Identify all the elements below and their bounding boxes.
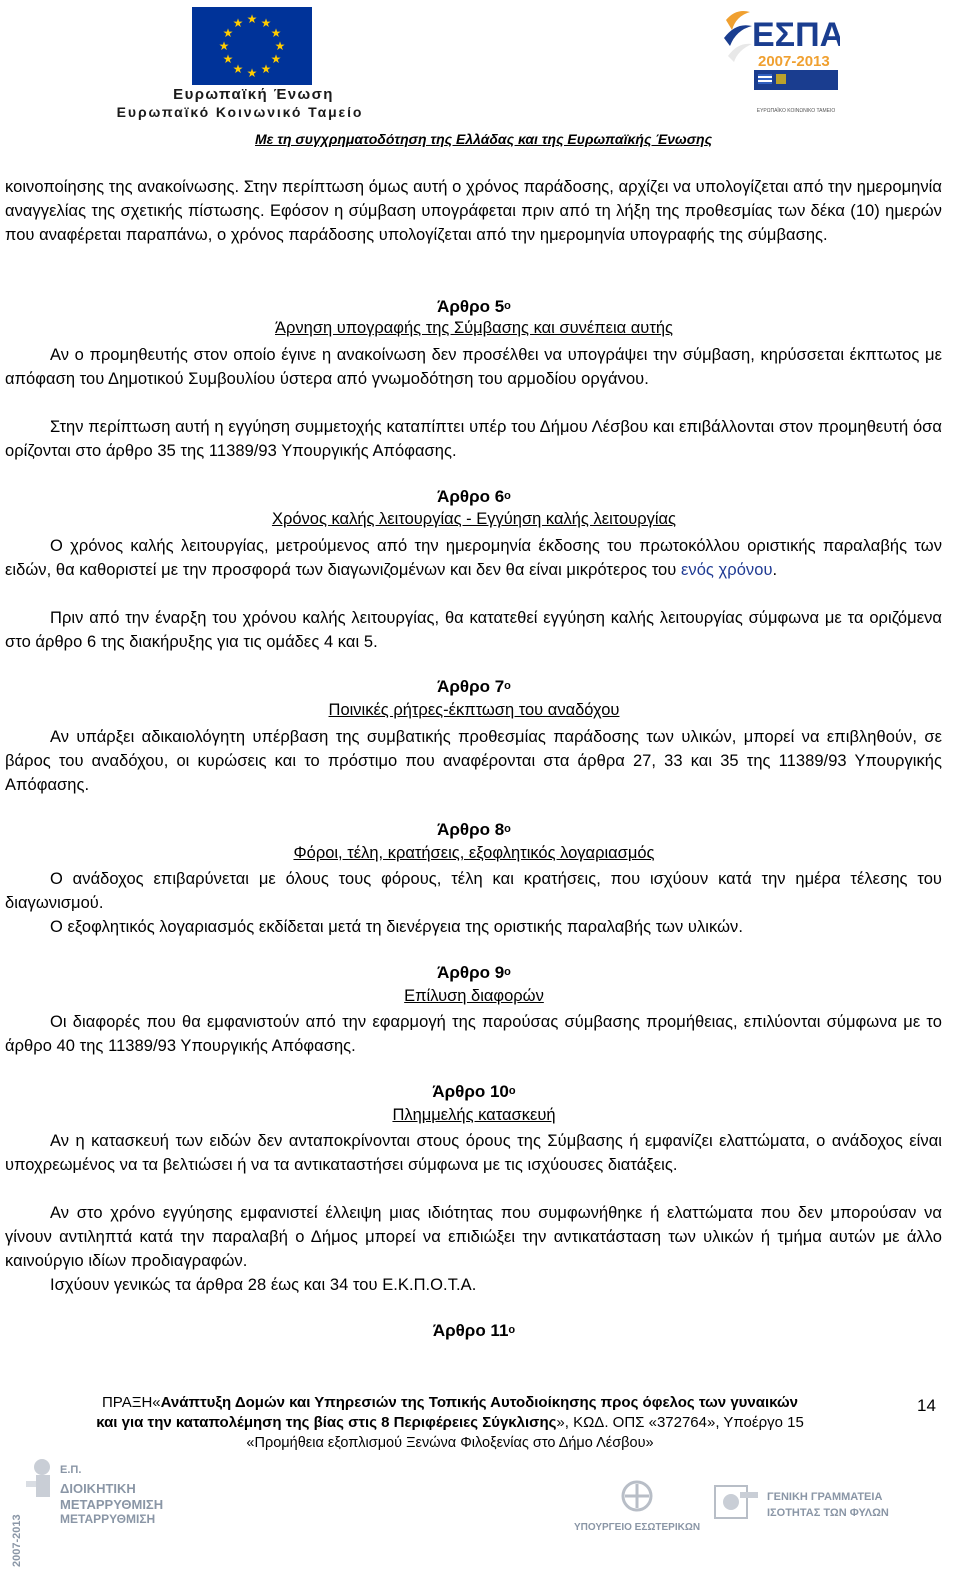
article-7-paragraph-1: Αν υπάρξει αδικαιολόγητη υπέρβαση της συμβατικής προθεσμίας παράδοσης των υλικών, μπορεί να επιβληθούν, σε βάρος του αναδόχου, οι κυρώσεις και το πρόστιμο που αναφέρονται στα άρθρα 27, 33 και 35 της 11389/93 Υπουργικής Απόφασης.: [5, 728, 942, 794]
svg-text:★: ★: [246, 66, 258, 80]
svg-text:★: ★: [232, 62, 244, 76]
page-number: 14: [917, 1396, 936, 1415]
svg-text:★: ★: [222, 26, 234, 40]
left-logo-line-2: ΜΕΤΑΡΡΥΘΜΙΣΗ: [60, 1497, 164, 1512]
intro-paragraph: κοινοποίησης της ανακοίνωσης. Στην περίπτωση όμως αυτή ο χρόνος παράδοσης, αρχίζει να υπολογίζεται από την ημερομηνία αναγγελίας της σχετικής πίστωσης. Εφόσον η σύμβαση υπογράφεται πριν από τη λήξη της προθεσμίας των δέκα (10) ημερών που αναφέρεται παραπάνω, ο χρόνος παράδοσης υπολογίζεται από την ημερομηνία υπογραφής της σύμβασης.: [5, 178, 942, 244]
article-7-subtitle: Ποινικές ρήτρες-έκπτωση του αναδόχου: [328, 701, 620, 719]
secretariat-line-1: ΓΕΝΙΚΗ ΓΡΑΜΜΑΤΕΙΑ: [767, 1491, 883, 1503]
article-11-heading: Άρθρο $11^o$: [432, 1321, 516, 1340]
svg-text:★: ★: [274, 39, 286, 53]
eu-union-label: Ευρωπαϊκή Ένωση: [173, 86, 334, 103]
admin-reform-emblem-icon: [26, 1459, 50, 1497]
article-5-heading: Άρθρο $5^o$: [437, 297, 511, 316]
greek-emblem-icon: [623, 1482, 651, 1510]
svg-text:★: ★: [270, 26, 282, 40]
ministry-label: ΥΠΟΥΡΓΕΙΟ ΕΣΩΤΕΡΙΚΩΝ: [573, 1522, 701, 1533]
article-5-paragraph-1: Αν ο προμηθευτής στον οποίο έγινε η ανακοίνωση δεν προσέλθει να υπογράψει την σύμβαση, κηρύσσεται έκπτωτος με απόφαση του Δημοτικού Συμβουλίου ύστερα από γνωμοδότηση του αρμοδίου οργάνου.: [5, 346, 942, 388]
article-10-heading: Άρθρο $10^o$: [432, 1082, 516, 1101]
article-5-subtitle: Άρνηση υπογραφής της Σύμβασης και συνέπεια αυτής: [275, 319, 673, 337]
article-6-paragraph-1: Ο χρόνος καλής λειτουργίας, μετρούμενος από την ημερομηνία έκδοσης του πρωτοκόλλου οριστικής παραλαβής των ειδών, θα καθοριστεί με την προσφορά των διαγωνιζομένων και δεν θα είναι μικρότερος του ενός χρόνου.: [5, 537, 942, 579]
espa-swoosh-icon: [724, 11, 752, 62]
espa-tagline: ΕΥΡΩΠΑΪΚΟ ΚΟΙΝΩΝΙΚΟ ΤΑΜΕΙΟ: [756, 108, 836, 114]
footer-project-line-2: και για την καταπολέμηση της βίας στις 8 Περιφέρειες Σύγκλισης», ΚΩΔ. ΟΠΣ «372764», Υποέργο 15: [96, 1414, 804, 1431]
svg-text:★: ★: [260, 62, 272, 76]
left-logo-years: 2007-2013: [11, 1514, 23, 1567]
eu-social-fund-label: Ευρωπαϊκό Κοινωνικό Ταμείο: [116, 104, 364, 120]
svg-text:★: ★: [218, 39, 230, 53]
article-9-paragraph-1: Οι διαφορές που θα εμφανιστούν από την εφαρμογή της παρούσας σύμβασης προμήθειας, επιλύονται σύμφωνα με το άρθρο 40 της 11389/93 Υπουργικής Απόφασης.: [5, 1013, 942, 1055]
article-5-paragraph-2: Στην περίπτωση αυτή η εγγύηση συμμετοχής καταπίπτει υπέρ του Δήμου Λέσβου και επιβάλλονται στον προμηθευτή όσα ορίζονται στο άρθρο 35 της 11389/93 Υπουργικής Απόφασης.: [5, 418, 942, 460]
cofinancing-note: Με τη συγχρηματοδότηση της Ελλάδας και της Ευρωπαϊκής Ένωσης: [255, 131, 713, 147]
warranty-period-highlight: ενός χρόνου: [680, 561, 773, 579]
left-logo-line-3: ΜΕΤΑΡΡΥΘΜΙΣΗ: [60, 1512, 156, 1526]
svg-text:★: ★: [260, 16, 272, 30]
article-8-paragraph-2: Ο εξοφλητικός λογαριασμός εκδίδεται μετά τη διενέργεια της οριστικής παραλαβής των υλικών.: [50, 918, 743, 936]
footer-project-line-3: «Προμήθεια εξοπλισμού Ξενώνα Φιλοξενίας στο Δήμο Λέσβου»: [246, 1435, 654, 1451]
svg-text:★: ★: [270, 52, 282, 66]
article-8-paragraph-1: Ο ανάδοχος επιβαρύνεται με όλους τους φόρους, τέλη και κρατήσεις, που ισχύουν κατά την ημέρα τέλεσης του διαγωνισμού.: [5, 870, 942, 912]
eu-stars-icon: [192, 7, 312, 85]
article-10-paragraph-1: Αν η κατασκευή των ειδών δεν ανταποκρίνονται στους όρους της Σύμβασης ή εμφανίζει ελαττώματα, ο ανάδοχος είναι υποχρεωμένος να τα βελτιώσει ή να τα αντικαταστήσει σύμφωνα με τις ισχύουσες διατάξεις.: [5, 1132, 942, 1174]
article-6-subtitle: Χρόνος καλής λειτουργίας - Εγγύηση καλής λειτουργίας: [271, 510, 677, 528]
article-6-heading: Άρθρο $6^o$: [437, 487, 511, 506]
gender-equality-icon: [715, 1486, 758, 1518]
svg-text:★: ★: [222, 52, 234, 66]
article-9-heading: Άρθρο $9^o$: [437, 963, 511, 982]
svg-text:★: ★: [232, 16, 244, 30]
article-8-heading: Άρθρο $8^o$: [437, 820, 511, 839]
espa-name: ΕΣΠΑ: [752, 16, 840, 54]
admin-reform-logo: [8, 1455, 188, 1575]
article-9-subtitle: Επίλυση διαφορών: [404, 987, 544, 1005]
article-7-heading: Άρθρο $7^o$: [437, 677, 511, 696]
footer-project-line-1: ΠΡΑΞΗ«Ανάπτυξη Δομών και Υπηρεσιών της Τοπικής Αυτοδιοίκησης προς όφελος των γυναικών: [101, 1394, 799, 1411]
left-logo-ep: Ε.Π.: [60, 1464, 82, 1476]
eu-flag-logo: [192, 7, 312, 85]
article-10-paragraph-3: Ισχύουν γενικώς τα άρθρα 28 έως και 34 του Ε.Κ.Π.Ο.Τ.Α.: [50, 1276, 477, 1294]
secretariat-line-2: ΙΣΟΤΗΤΑΣ ΤΩΝ ΦΥΛΩΝ: [767, 1507, 889, 1519]
espa-logo: [722, 8, 840, 123]
article-8-subtitle: Φόροι, τέλη, κρατήσεις, εξοφλητικός λογαριασμός: [293, 844, 655, 862]
article-10-paragraph-2: Αν στο χρόνο εγγύησης εμφανιστεί έλλειψη μιας ιδιότητας που συμφωνήθηκε ή ελαττώματα που δεν μπορούσαν να γίνουν αντιληπτά κατά την παραλαβή ο Δήμος μπορεί να επιδιώξει την αντικατάσταση των υλικών ή τμήμα αυτών με άλλο καινούργιο ιδίων προδιαγραφών.: [5, 1204, 942, 1270]
article-6-paragraph-2: Πριν από την έναρξη του χρόνου καλής λειτουργίας, θα κατατεθεί εγγύηση καλής λειτουργίας σύμφωνα με τα οριζόμενα στο άρθρο 6 της διακήρυξης για τις ομάδες 4 και 5.: [5, 609, 942, 651]
article-10-subtitle: Πλημμελής κατασκευή: [392, 1106, 556, 1124]
espa-years: 2007-2013: [758, 53, 830, 70]
ministry-logos: [545, 1478, 925, 1553]
svg-text:★: ★: [246, 12, 258, 26]
left-logo-line-1: ΔΙΟΙΚΗΤΙΚΗ: [60, 1481, 136, 1496]
